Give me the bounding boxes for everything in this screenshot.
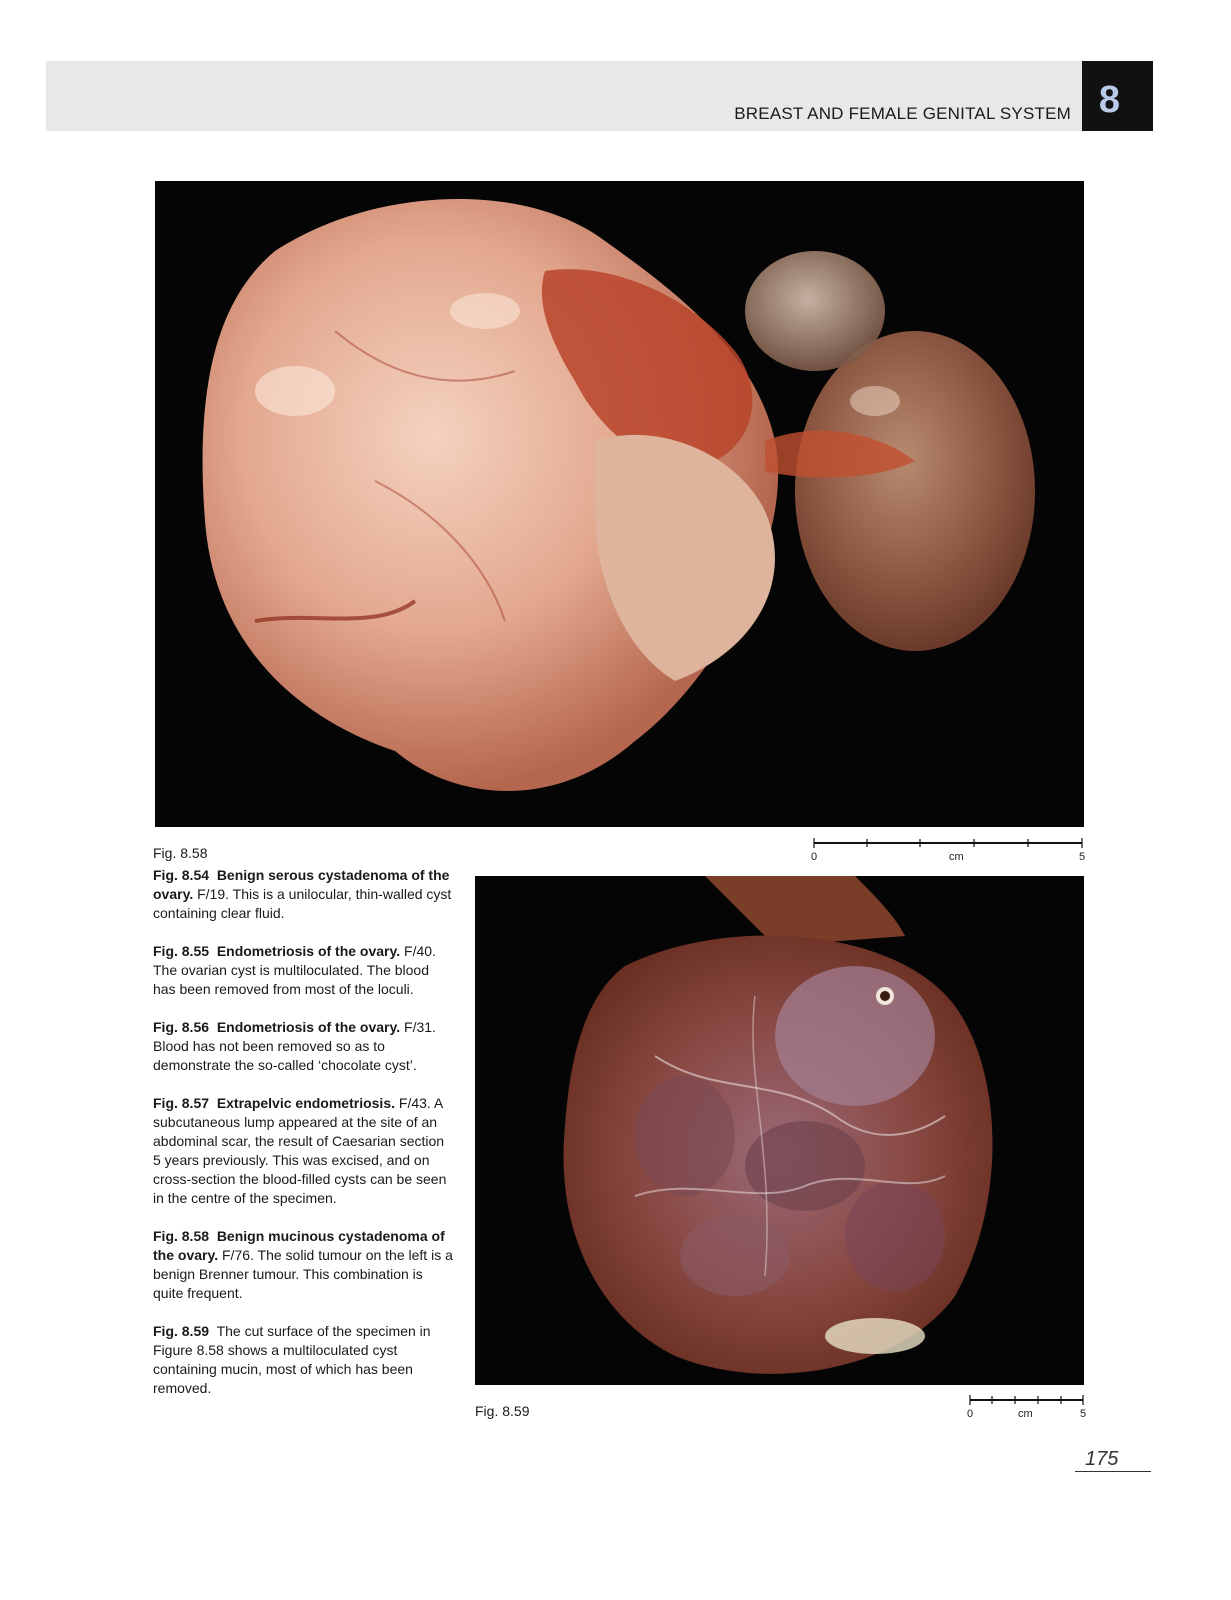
scale-start-label: 0 bbox=[967, 1408, 974, 1420]
caption-title: Endometriosis of the ovary. bbox=[216, 1019, 401, 1035]
caption-id: Fig. 8.56 bbox=[153, 1019, 210, 1035]
caption-title: Benign serous cystadenoma of the ovary. bbox=[153, 867, 450, 902]
caption-fig-8-59 bbox=[153, 1322, 453, 1398]
scale-start-label: 0 bbox=[811, 851, 818, 863]
caption-fig-8-54 bbox=[153, 866, 453, 923]
figure-label-8-59: Fig. 8.59 bbox=[475, 1403, 530, 1419]
scale-end-label: 5 bbox=[1080, 1408, 1087, 1420]
caption-id: Fig. 8.54 bbox=[153, 867, 210, 883]
figure-label-8-58: Fig. 8.58 bbox=[153, 845, 208, 861]
scale-end-label: 5 bbox=[1079, 851, 1086, 863]
caption-fig-8-55 bbox=[153, 942, 453, 999]
caption-text: The cut surface of the specimen in Figure 8.58 shows a multiloculated cyst containing mucin, most of which has been removed. bbox=[153, 1323, 431, 1396]
caption-title: Benign mucinous cystadenoma of the ovary. bbox=[153, 1228, 445, 1263]
scale-unit-label: cm bbox=[1018, 1408, 1033, 1420]
caption-title: Endometriosis of the ovary. bbox=[216, 943, 401, 959]
caption-id: Fig. 8.59 bbox=[153, 1323, 210, 1339]
caption-fig-8-57 bbox=[153, 1094, 453, 1208]
caption-text: F/40. The ovarian cyst is multiloculated. The blood has been removed from most of the loculi. bbox=[153, 943, 436, 997]
caption-text: F/19. This is a unilocular, thin-walled cyst containing clear fluid. bbox=[153, 886, 452, 921]
caption-text: F/76. The solid tumour on the left is a benign Brenner tumour. This combination is quite frequent. bbox=[153, 1247, 453, 1301]
chapter-tab bbox=[1082, 61, 1153, 131]
caption-column bbox=[153, 866, 453, 1417]
chapter-number: 8 bbox=[1098, 79, 1121, 121]
caption-text: F/43. A subcutaneous lump appeared at the site of an abdominal scar, the result of Caesarian section 5 years previously. This was excised, and on cross-section the blood-filled cysts can be seen in the centre of the specimen. bbox=[153, 1095, 447, 1206]
running-header: BREAST AND FEMALE GENITAL SYSTEM bbox=[734, 104, 1071, 123]
page-number-rule bbox=[1075, 1471, 1151, 1472]
caption-id: Fig. 8.55 bbox=[153, 943, 210, 959]
page-number: 175 bbox=[1085, 1448, 1119, 1470]
caption-id: Fig. 8.58 bbox=[153, 1228, 210, 1244]
caption-fig-8-56 bbox=[153, 1018, 453, 1075]
caption-fig-8-58 bbox=[153, 1227, 453, 1303]
scale-unit-label: cm bbox=[949, 851, 964, 863]
caption-id: Fig. 8.57 bbox=[153, 1095, 210, 1111]
specimen-photo-fig-8-59 bbox=[475, 876, 1084, 1385]
scale-bar-graphic bbox=[812, 836, 1087, 852]
scale-bar-fig-8-58 bbox=[812, 836, 1087, 866]
caption-title: Extrapelvic endometriosis. bbox=[216, 1095, 395, 1111]
scale-bar-fig-8-59 bbox=[968, 1393, 1088, 1423]
specimen-photo-fig-8-58 bbox=[155, 181, 1084, 827]
caption-text: F/31. Blood has not been removed so as to demonstrate the so-called ‘chocolate cyst’. bbox=[153, 1019, 436, 1073]
scale-bar-graphic bbox=[968, 1393, 1088, 1409]
